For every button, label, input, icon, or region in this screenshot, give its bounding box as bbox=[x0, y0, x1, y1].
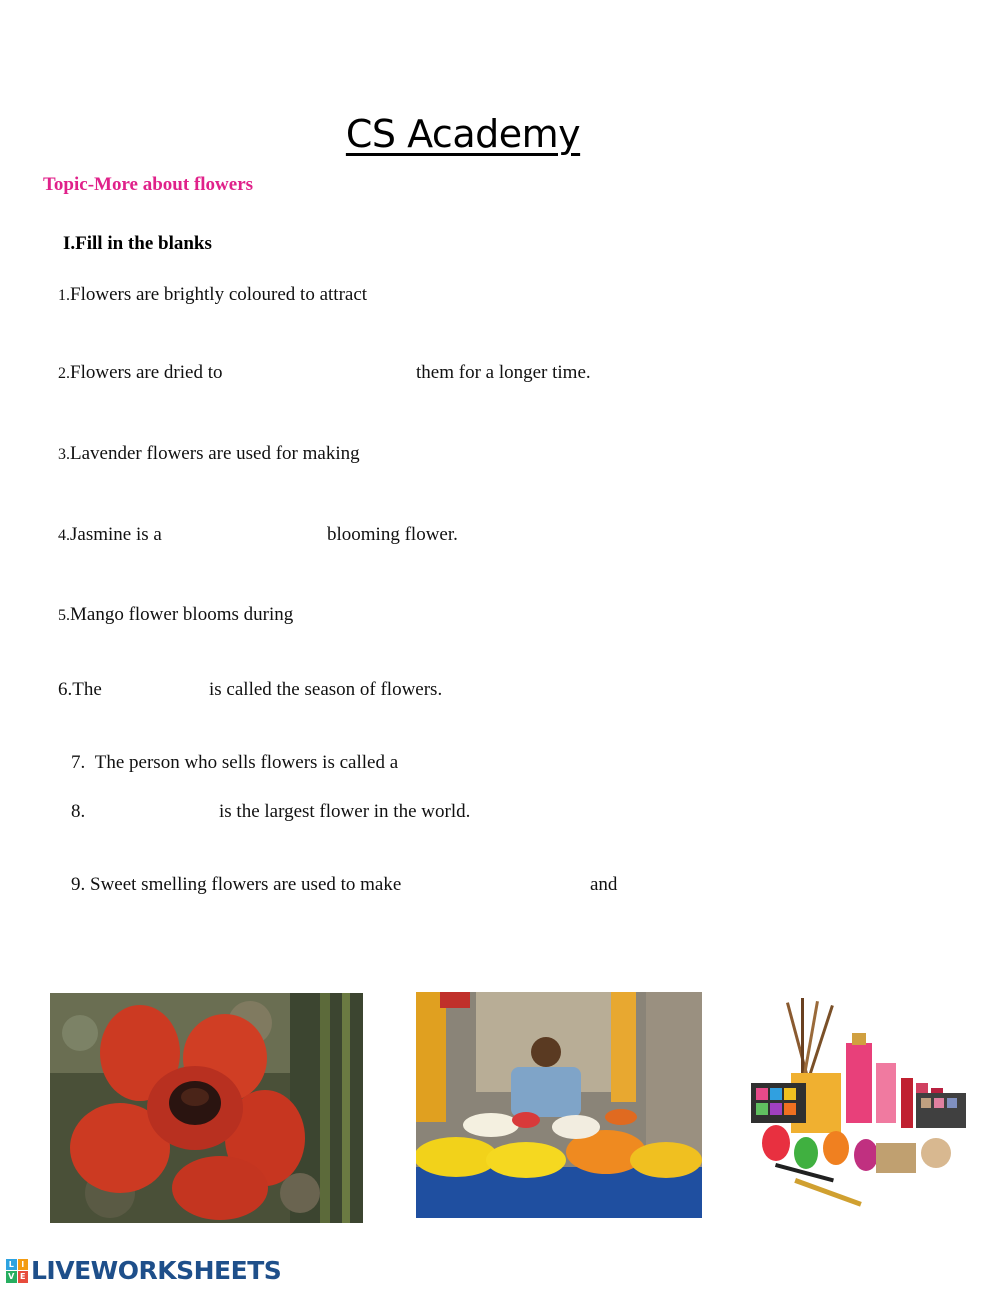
logo-badge-letter: L bbox=[6, 1259, 17, 1271]
question-number: 8. bbox=[71, 801, 86, 822]
question-number: 4. bbox=[58, 527, 70, 544]
question-9-continuation: and bbox=[590, 874, 618, 895]
question-number: 7. bbox=[71, 752, 86, 773]
logo-text: LIVEWORKSHEETS bbox=[31, 1256, 282, 1285]
cosmetics-photo bbox=[746, 993, 972, 1215]
question-3 bbox=[58, 443, 360, 465]
logo-badge-letter: V bbox=[6, 1271, 17, 1283]
question-text: Sweet smelling flowers are used to make bbox=[90, 874, 402, 895]
logo-badge-icon bbox=[6, 1259, 28, 1283]
logo-badge-letter: I bbox=[18, 1259, 29, 1271]
question-8 bbox=[71, 801, 85, 823]
question-text: The person who sells flowers is called a bbox=[94, 752, 399, 773]
question-2 bbox=[58, 362, 222, 384]
question-5 bbox=[58, 604, 293, 626]
question-number: 5. bbox=[58, 607, 70, 624]
section-heading: I.Fill in the blanks bbox=[63, 233, 212, 254]
question-number: 6. bbox=[58, 679, 73, 700]
question-text: Lavender flowers are used for making bbox=[70, 443, 360, 464]
question-1 bbox=[58, 284, 367, 306]
question-4-continuation: blooming flower. bbox=[327, 524, 458, 545]
question-4 bbox=[58, 524, 162, 546]
liveworksheets-logo[interactable] bbox=[6, 1256, 281, 1285]
question-text: Mango flower blooms during bbox=[70, 604, 294, 625]
question-7 bbox=[71, 752, 398, 774]
topic-heading: Topic-More about flowers bbox=[43, 174, 254, 195]
question-9 bbox=[71, 874, 401, 896]
question-number: 2. bbox=[58, 365, 70, 382]
question-text: Jasmine is a bbox=[70, 524, 162, 545]
logo-badge-letter: E bbox=[18, 1271, 29, 1283]
rafflesia-photo bbox=[50, 993, 363, 1223]
question-number: 3. bbox=[58, 446, 70, 463]
flower-seller-photo bbox=[416, 992, 702, 1218]
question-number: 9. bbox=[71, 874, 86, 895]
page-title: CS Academy bbox=[345, 112, 581, 156]
question-2-continuation: them for a longer time. bbox=[416, 362, 591, 383]
question-number: 1. bbox=[58, 287, 70, 304]
question-8-continuation: is the largest flower in the world. bbox=[219, 801, 471, 822]
question-text: Flowers are dried to bbox=[70, 362, 223, 383]
question-text: Flowers are brightly coloured to attract bbox=[70, 284, 368, 305]
question-6 bbox=[58, 679, 102, 701]
question-text: The bbox=[72, 679, 102, 700]
question-6-continuation: is called the season of flowers. bbox=[209, 679, 443, 700]
